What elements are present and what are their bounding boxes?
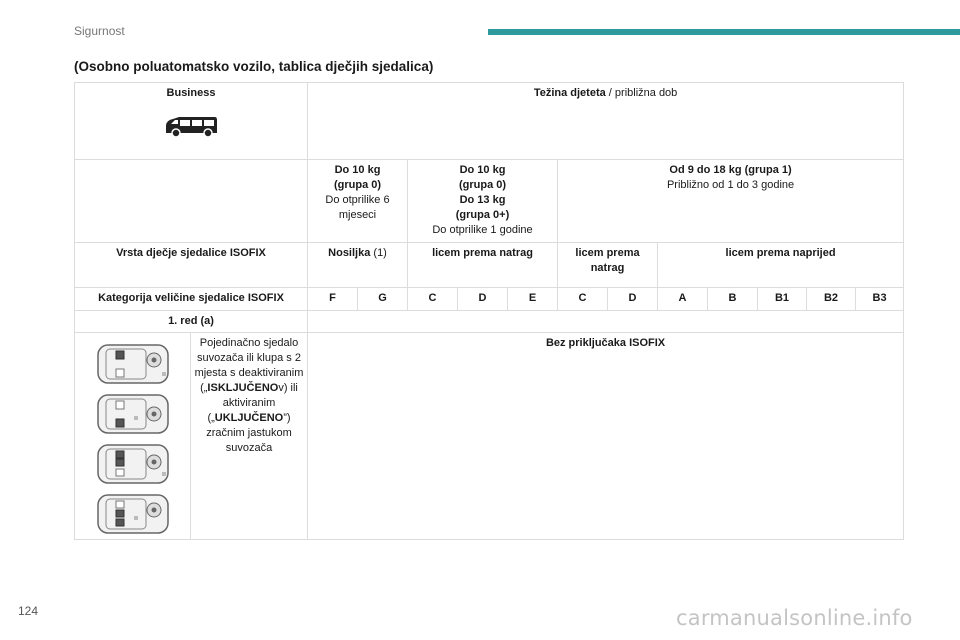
category-cell: C [558, 288, 608, 311]
isofix-table [74, 82, 904, 540]
category-cell: E [508, 288, 558, 311]
type-rear-facing: licem prema natrag [408, 243, 558, 288]
category-cell: D [608, 288, 658, 311]
group0-cell: Do 10 kg (grupa 0) Do otprilike 6 mjeseci [308, 160, 408, 243]
seat-layout-bench-icon [94, 442, 172, 486]
version-cell [75, 83, 308, 160]
type-label: Vrsta dječje sjedalice ISOFIX [75, 243, 308, 288]
section-label: Sigurnost [74, 24, 125, 38]
type-carrycot: Nosiljka (1) [308, 243, 408, 288]
section-accent-bar [488, 29, 960, 35]
page-number: 124 [18, 604, 39, 618]
category-cell: A [658, 288, 708, 311]
group0plus-cell: Do 10 kg (grupa 0) Do 13 kg (grupa 0+) Do otprilike 1 godine [408, 160, 558, 243]
category-cell: B1 [758, 288, 807, 311]
page-title: (Osobno poluatomatsko vozilo, tablica dječjih sjedalica) [74, 59, 434, 74]
category-cell: B2 [807, 288, 856, 311]
seat-layout-single-icon [94, 342, 172, 386]
type-rear-facing-2: licem prema natrag [558, 243, 658, 288]
row-label: 1. red (a) [75, 311, 308, 333]
category-cell: C [408, 288, 458, 311]
van-side-icon [163, 113, 219, 139]
watermark: carmanualsonline.info [676, 606, 913, 630]
category-cell: B3 [856, 288, 904, 311]
seat-description: Pojedinačno sjedalo suvozača ili klupa s 2 mjesta s deaktiviranim („ISKLJUČENOv) ili aktiviranim („UKLJUČENO”) zračnim jastukom suvozača [191, 333, 308, 540]
empty-cell [75, 160, 308, 243]
seat-layout-bench-lower-icon [94, 492, 172, 536]
type-forward-facing: licem prema naprijed [658, 243, 904, 288]
seat-layout-single-lower-icon [94, 392, 172, 436]
group1-cell: Od 9 do 18 kg (grupa 1) Približno od 1 do 3 godine [558, 160, 904, 243]
category-cell: B [708, 288, 758, 311]
weight-header: Težina djeteta / približna dob [308, 83, 904, 160]
category-cell: D [458, 288, 508, 311]
seat-diagram-cell [75, 333, 191, 540]
category-cell: G [358, 288, 408, 311]
category-cell: F [308, 288, 358, 311]
version-label: Business [166, 87, 216, 99]
no-isofix-cell: Bez priključaka ISOFIX [308, 333, 904, 540]
category-label: Kategorija veličine sjedalice ISOFIX [75, 288, 308, 311]
empty-cell [308, 311, 904, 333]
